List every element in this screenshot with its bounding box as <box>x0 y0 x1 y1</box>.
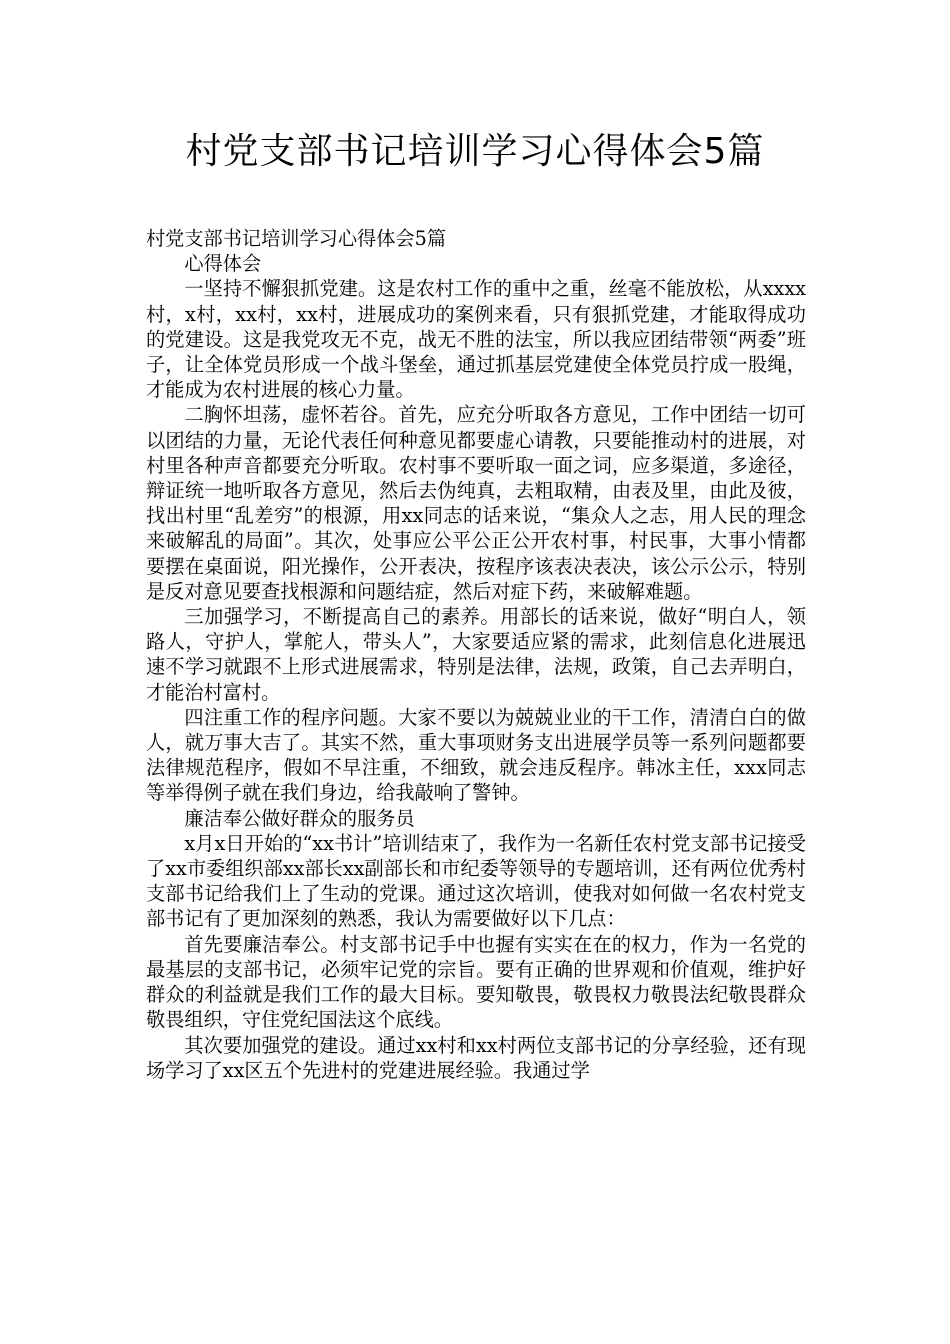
body-paragraph: 其次要加强党的建设。通过xx村和xx村两位支部书记的分享经验，还有现场学习了xx区五个先进村的党建进展经验。我通过学 <box>146 1033 806 1082</box>
body-paragraph: 四注重工作的程序问题。大家不要以为兢兢业业的干工作，清清白白的做人，就万事大吉了。其实不然，重大事项财务支出进展学员等一系列问题都要法律规范程序，假如不早注重，不细致，就会违反程序。韩冰主任，xxx同志等举得例子就在我们身边，给我敲响了警钟。 <box>146 705 806 805</box>
body-paragraph: x月x日开始的“xx书计”培训结束了，我作为一名新任农村党支部书记接受了xx市委组织部xx部长xx副部长和市纪委等领导的专题培训，还有两位优秀村支部书记给我们上了生动的党课。通过这次培训，使我对如何做一名农村党支部书记有了更加深刻的熟悉，我认为需要做好以下几点： <box>146 831 806 931</box>
body-paragraph: 三加强学习，不断提高自己的素养。用部长的话来说，做好“明白人，领路人，守护人，掌舵人，带头人”，大家要适应紧的需求，此刻信息化进展迅速不学习就跟不上形式进展需求，特别是法律，法规，政策，自己去弄明白，才能治村富村。 <box>146 605 806 704</box>
body-paragraph: 首先要廉洁奉公。村支部书记手中也握有实实在在的权力，作为一名党的最基层的支部书记，必须牢记党的宗旨。要有正确的世界观和价值观，维护好群众的利益就是我们工作的最大目标。要知敬畏，敬畏权力敬畏法纪敬畏群众敬畏组织，守住党纪国法这个底线。 <box>146 932 806 1032</box>
document-subtitle: 村党支部书记培训学习心得体会5篇 <box>146 227 447 250</box>
body-paragraph: 一坚持不懈狠抓党建。这是农村工作的重中之重，丝毫不能放松，从xxxx村，x村，xx村，xx村，进展成功的案例来看，只有狠抓党建，才能取得成功的党建设。这是我党攻无不克，战无不胜的法宝，所以我应团结带领“两委”班子，让全体党员形成一个战斗堡垒，通过抓基层党建使全体党员拧成一股绳，才能成为农村进展的核心力量。 <box>146 277 806 402</box>
section-heading: 心得体会 <box>184 252 262 276</box>
document-body <box>146 226 806 1083</box>
body-paragraph: 二胸怀坦荡，虚怀若谷。首先，应充分听取各方意见，工作中团结一切可以团结的力量，无论代表任何种意见都要虚心请教，只要能推动村的进展，对村里各种声音都要充分听取。农村事不要听取一面之词，应多渠道，多途径，辩证统一地听取各方意见，然后去伪纯真，去粗取精，由表及里，由此及彼，找出村里“乱差穷”的根源，用xx同志的话来说，“集众人之志，用人民的理念来破解乱的局面”。其次，处事应公平公正公开农村事，村民事，大事小情都要摆在桌面说，阳光操作，公开表决，按程序该表决表决，该公示公示，特别是反对意见要查找根源和问题结症，然后对症下药，来破解难题。 <box>146 403 806 603</box>
document-title: 村党支部书记培训学习心得体会5篇 <box>185 131 765 172</box>
section-heading: 廉洁奉公做好群众的服务员 <box>184 806 415 830</box>
